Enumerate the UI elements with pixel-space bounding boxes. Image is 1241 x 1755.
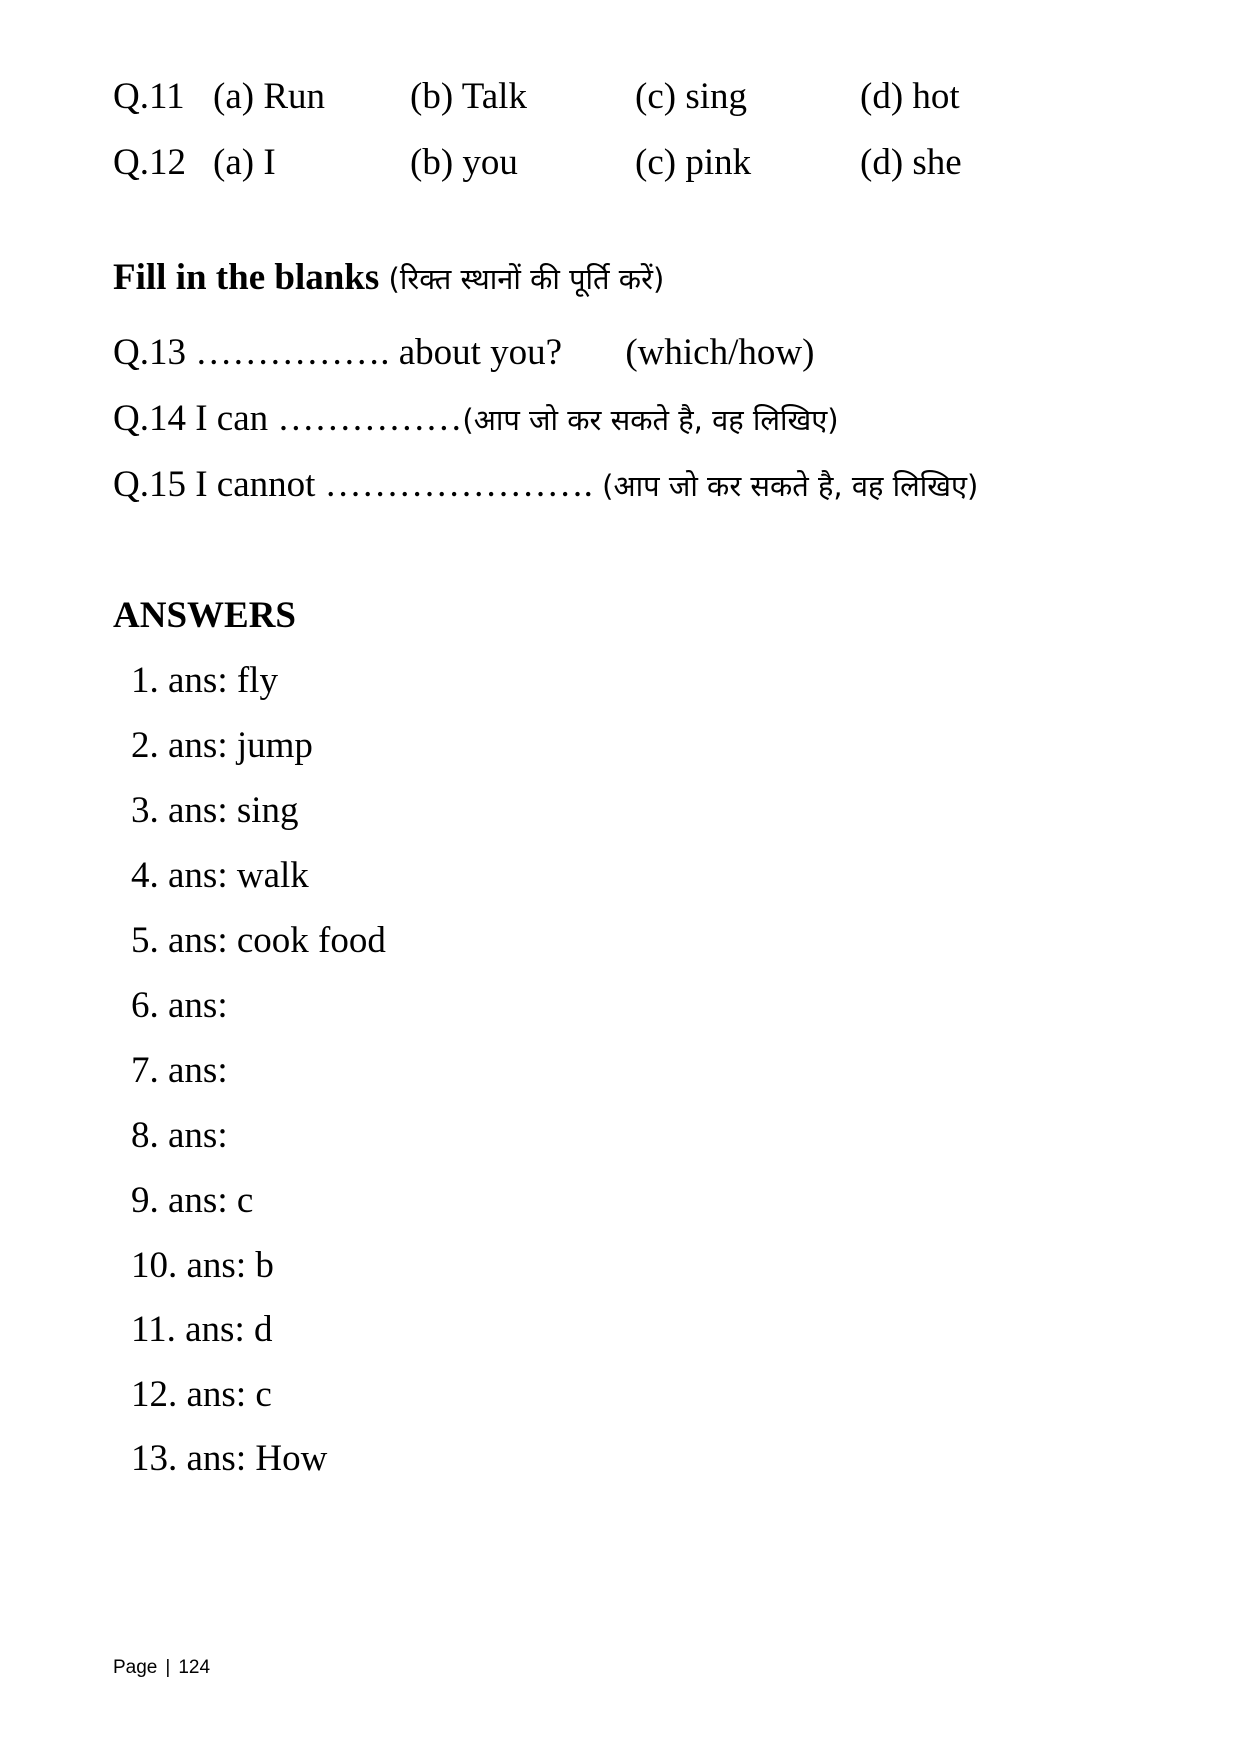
fill-question — [113, 400, 839, 437]
footer-separator: | — [165, 1657, 171, 1678]
list-item: 13. ans: How — [131, 1438, 328, 1479]
fill-question — [113, 334, 814, 371]
option-c: (c) sing — [635, 76, 747, 117]
answers-heading: ANSWERS — [113, 595, 296, 636]
option-a: (a) I — [213, 142, 276, 183]
list-item: 12. ans: c — [131, 1374, 272, 1415]
list-item: 3. ans: sing — [131, 790, 299, 831]
question-hint: (आप जो कर सकते है, वह लिखिए) — [602, 469, 979, 503]
question-text: Q.15 I cannot …………………. — [113, 464, 603, 505]
section-title-hindi: (रिक्त स्थानों की पूर्ति करें) — [388, 262, 665, 296]
option-b: (b) Talk — [410, 76, 527, 117]
list-item: 9. ans: c — [131, 1180, 254, 1221]
section-title: Fill in the blanks — [113, 257, 380, 298]
list-item: 10. ans: b — [131, 1245, 274, 1286]
question-number: Q.12 — [113, 142, 186, 183]
question-number: Q.11 — [113, 76, 185, 117]
list-item: 2. ans: jump — [131, 725, 313, 766]
question-text: Q.13 ……………. about you? — [113, 332, 563, 373]
list-item: 11. ans: d — [131, 1309, 273, 1350]
page-footer — [113, 1657, 210, 1679]
question-text: Q.14 I can …………… — [113, 398, 463, 439]
fill-blanks-heading — [113, 259, 664, 296]
option-b: (b) you — [410, 142, 518, 183]
page-number: 124 — [178, 1657, 211, 1678]
option-a: (a) Run — [213, 76, 325, 117]
list-item: 6. ans: — [131, 985, 228, 1026]
option-d: (d) she — [860, 142, 962, 183]
list-item: 4. ans: walk — [131, 855, 309, 896]
page-label: Page — [113, 1657, 158, 1678]
question-hint: (आप जो कर सकते है, वह लिखिए) — [462, 403, 839, 437]
list-item: 1. ans: fly — [131, 660, 278, 701]
question-hint: (which/how) — [625, 332, 815, 373]
list-item: 5. ans: cook food — [131, 920, 386, 961]
list-item: 8. ans: — [131, 1115, 228, 1156]
fill-question — [113, 466, 978, 503]
option-d: (d) hot — [860, 76, 960, 117]
list-item: 7. ans: — [131, 1050, 228, 1091]
option-c: (c) pink — [635, 142, 752, 183]
